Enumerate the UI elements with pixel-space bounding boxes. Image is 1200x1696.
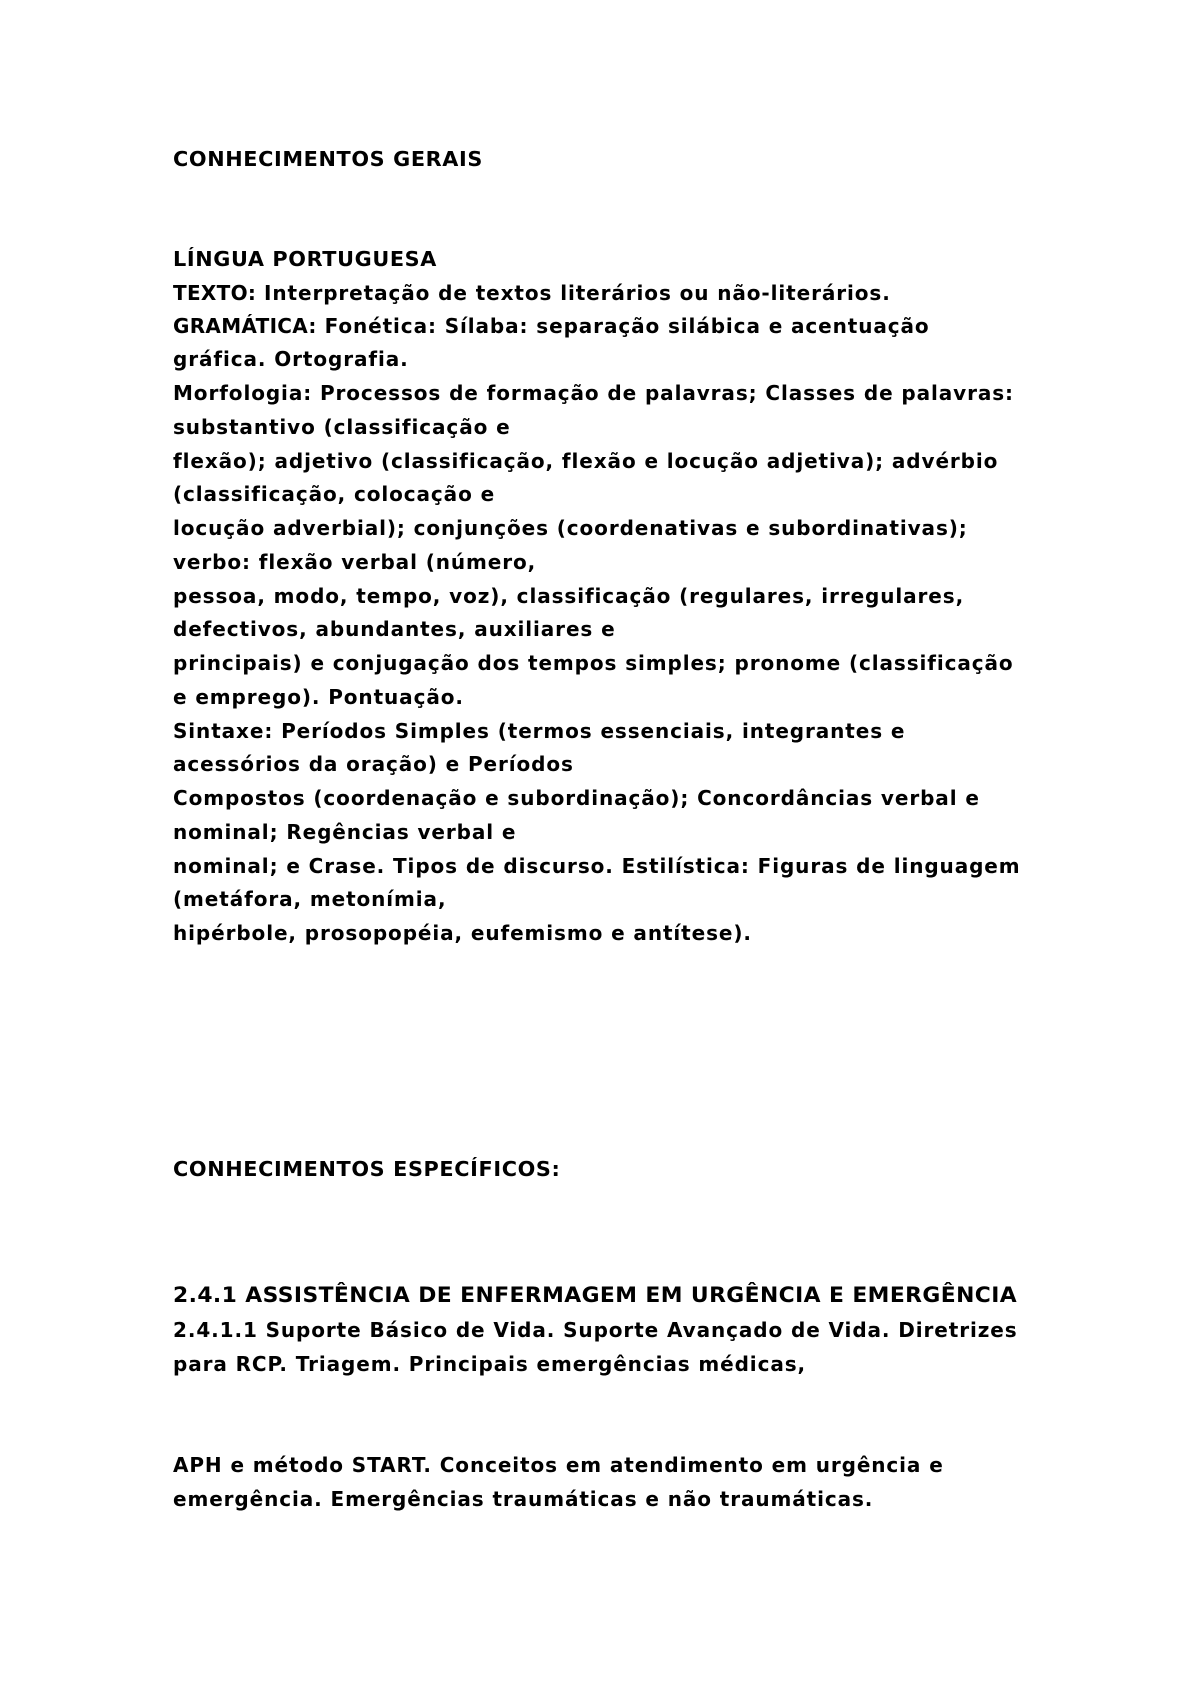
- body-line: acessórios da oração) e Períodos: [173, 752, 574, 776]
- body-line: flexão); adjetivo (classificação, flexão e locução adjetiva); advérbio: [173, 449, 999, 473]
- body-line: para RCP. Triagem. Principais emergências médicas,: [173, 1352, 807, 1376]
- body-line: defectivos, abundantes, auxiliares e: [173, 617, 616, 641]
- body-line: substantivo (classificação e: [173, 415, 511, 439]
- body-line: APH e método START. Conceitos em atendimento em urgência e: [173, 1453, 944, 1477]
- heading-conhecimentos-especificos: CONHECIMENTOS ESPECÍFICOS:: [173, 1157, 561, 1181]
- text-texto: Interpretação de textos literários ou não-literários.: [256, 281, 891, 305]
- label-texto: TEXTO:: [173, 281, 257, 305]
- body-line: Morfologia: Processos de formação de palavras; Classes de palavras:: [173, 381, 1014, 405]
- body-line: gráfica. Ortografia.: [173, 347, 409, 371]
- body-line: nominal; Regências verbal e: [173, 820, 517, 844]
- heading-conhecimentos-gerais: CONHECIMENTOS GERAIS: [173, 147, 483, 171]
- body-line: (classificação, colocação e: [173, 482, 496, 506]
- section-title-enfermagem: 2.4.1 ASSISTÊNCIA DE ENFERMAGEM EM URGÊNCIA E EMERGÊNCIA: [173, 1283, 1018, 1307]
- body-line: (metáfora, metonímia,: [173, 887, 447, 911]
- body-line: emergência. Emergências traumáticas e não traumáticas.: [173, 1487, 874, 1511]
- body-line: 2.4.1.1 Suporte Básico de Vida. Suporte Avançado de Vida. Diretrizes: [173, 1318, 1018, 1342]
- body-line: e emprego). Pontuação.: [173, 685, 464, 709]
- heading-lingua-portuguesa: LÍNGUA PORTUGUESA: [173, 247, 438, 271]
- body-line: principais) e conjugação dos tempos simples; pronome (classificação: [173, 651, 1014, 675]
- body-line: Compostos (coordenação e subordinação); Concordâncias verbal e: [173, 786, 980, 810]
- body-line: locução adverbial); conjunções (coordenativas e subordinativas);: [173, 516, 968, 540]
- label-gramatica: GRAMÁTICA:: [173, 314, 317, 338]
- paragraph-texto: [173, 280, 891, 306]
- text-gramatica: Fonética: Sílaba: separação silábica e acentuação: [316, 314, 930, 338]
- body-line: hipérbole, prosopopéia, eufemismo e antítese).: [173, 921, 752, 945]
- body-line: Sintaxe: Períodos Simples (termos essenciais, integrantes e: [173, 719, 906, 743]
- paragraph-gramatica: [173, 313, 930, 339]
- body-line: nominal; e Crase. Tipos de discurso. Estilística: Figuras de linguagem: [173, 854, 1021, 878]
- body-line: pessoa, modo, tempo, voz), classificação (regulares, irregulares,: [173, 584, 965, 608]
- body-line: verbo: flexão verbal (número,: [173, 550, 537, 574]
